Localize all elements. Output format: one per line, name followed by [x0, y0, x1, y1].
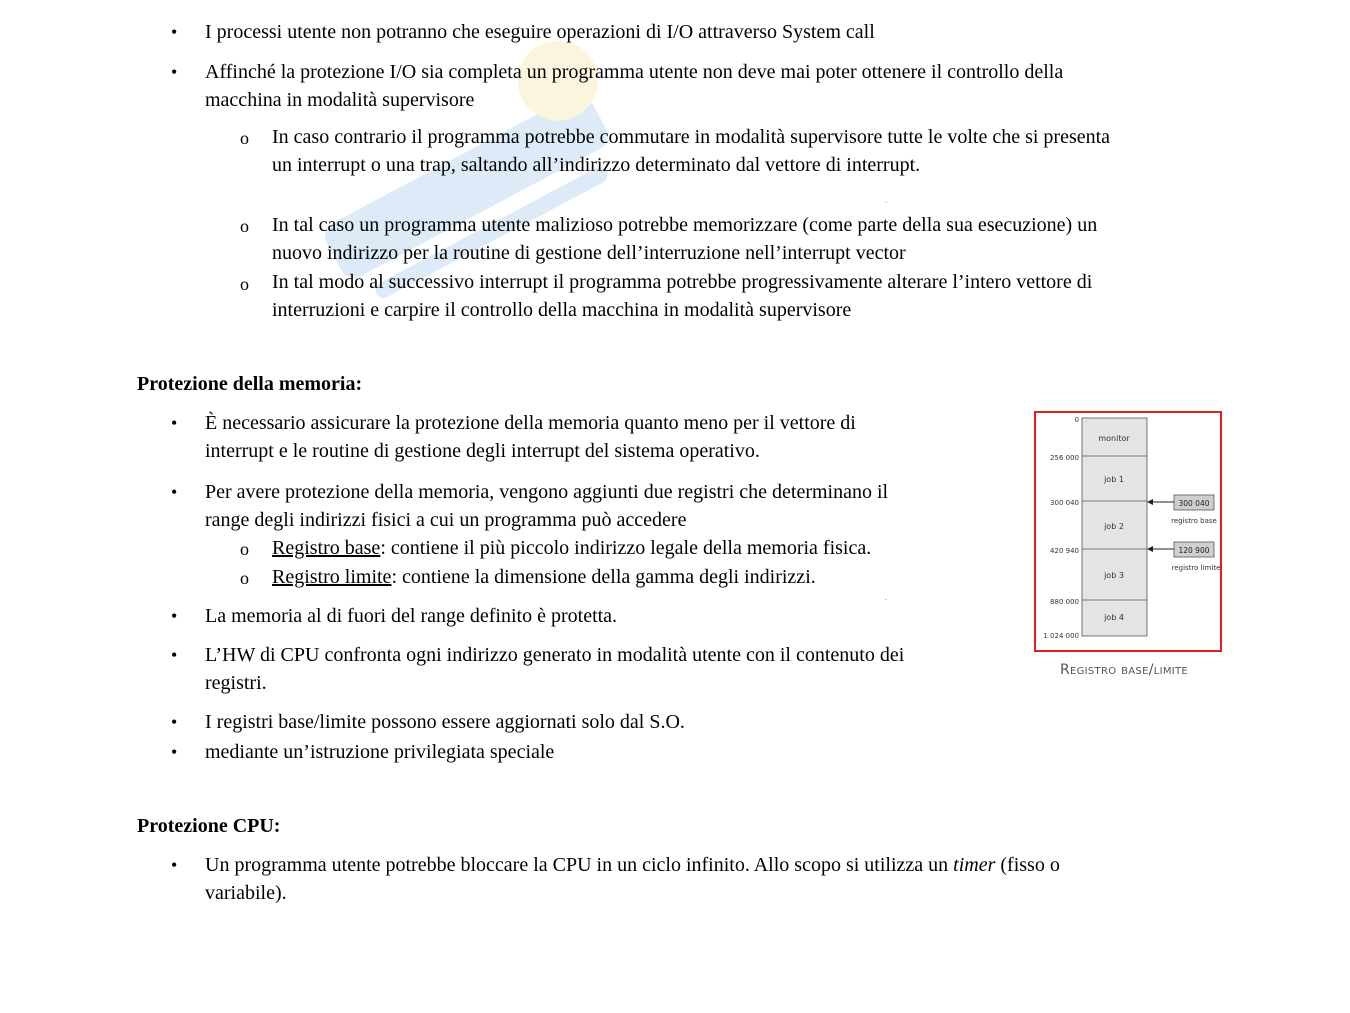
- io-sub-3-line2: interruzioni e carpire il controllo della macchina in modalità supervisore: [272, 299, 852, 321]
- address-label: 420 940: [1050, 547, 1079, 555]
- limit-arrowhead: [1147, 546, 1153, 552]
- io-sub-1-line1: In caso contrario il programma potrebbe commutare in modalità supervisore tutte le volte che si presenta: [272, 126, 1111, 148]
- io-sub-3-line1: In tal modo al successivo interrupt il programma potrebbe progressivamente alterare l’intero vettore di: [272, 271, 1093, 293]
- sub-bullet-marker: o: [240, 128, 249, 148]
- io-sub-2-line1: In tal caso un programma utente malizioso potrebbe memorizzare (come parte della sua esecuzione) un: [272, 214, 1098, 236]
- block-job-1: job 1: [1104, 475, 1124, 484]
- mem-bullet-2-line2: range degli indirizzi fisici a cui un programma può accedere: [205, 509, 687, 531]
- io-sub-2-line2: nuovo indirizzo per la routine di gestione dell’interruzione nell’interrupt vector: [272, 242, 906, 264]
- address-label: 300 040: [1050, 499, 1079, 507]
- stray-dot: .: [885, 196, 887, 205]
- figure-caption: Registro base/limite: [1059, 662, 1189, 678]
- reg-base-label: Registro base: [272, 537, 381, 559]
- address-label: 256 000: [1050, 454, 1079, 462]
- mem-bullet-4-line2: registri.: [205, 672, 267, 694]
- sub-bullet-marker: o: [240, 216, 249, 236]
- cpu-heading: Protezione CPU:: [137, 815, 281, 837]
- reg-base-text: : contiene il più piccolo indirizzo legale della memoria fisica.: [380, 537, 872, 559]
- block-job-4: job 4: [1104, 613, 1124, 622]
- io-sub-1-line2: un interrupt o una trap, saltando all’indirizzo determinato dal vettore di interrupt.: [272, 154, 921, 176]
- bullet-glyph: •: [171, 645, 178, 665]
- mem-bullet-1-line2: interrupt e le routine di gestione degli interrupt del sistema operativo.: [205, 440, 760, 462]
- mem-bullet-2-line1: Per avere protezione della memoria, vengono aggiunti due registri che determinano il: [205, 481, 889, 503]
- bullet-glyph: •: [171, 606, 178, 626]
- bullet-glyph: •: [171, 482, 178, 502]
- io-bullet-1: I processi utente non potranno che eseguire operazioni di I/O attraverso System call: [205, 21, 875, 43]
- base-limit-figure: [1034, 411, 1222, 652]
- address-label: 1 024 000: [1043, 632, 1079, 640]
- bullet-glyph: •: [171, 855, 178, 875]
- sub-bullet-marker: o: [240, 568, 249, 588]
- io-bullet-2-line1: Affinché la protezione I/O sia completa un programma utente non deve mai poter ottenere il controllo della: [205, 61, 1064, 83]
- io-bullet-2-line2: macchina in modalità supervisore: [205, 89, 475, 111]
- cpu-text-post: (fisso o: [995, 854, 1060, 876]
- cpu-text-pre: Un programma utente potrebbe bloccare la CPU in un ciclo infinito. Allo scopo si utilizza un: [205, 854, 954, 876]
- cpu-text-timer: timer: [953, 854, 996, 876]
- mem-bullet-1-line1: È necessario assicurare la protezione della memoria quanto meno per il vettore di: [205, 412, 856, 434]
- cpu-bullet-line1: [205, 851, 1060, 879]
- base-register-value: 300 040: [1178, 499, 1210, 508]
- bullet-glyph: •: [171, 62, 178, 82]
- limit-register-value: 120 900: [1178, 546, 1210, 555]
- mem-bullet-3: La memoria al di fuori del range definito è protetta.: [205, 605, 618, 627]
- memory-diagram: [1036, 413, 1220, 650]
- block-job-2: job 2: [1104, 522, 1124, 531]
- address-label: 0: [1074, 416, 1079, 424]
- cpu-bullet-line2: variabile).: [205, 882, 287, 904]
- mem-bullet-5: I registri base/limite possono essere aggiornati solo dal S.O.: [205, 711, 685, 733]
- limit-register-label: registro limite: [1171, 564, 1220, 572]
- sub-bullet-marker: o: [240, 539, 249, 559]
- mem-bullet-6: mediante un’istruzione privilegiata speciale: [205, 741, 555, 763]
- bullet-glyph: •: [171, 413, 178, 433]
- reg-limit-text: : contiene la dimensione della gamma degli indirizzi.: [391, 566, 816, 588]
- address-label: 880 000: [1050, 598, 1079, 606]
- base-register-label: registro base: [1171, 517, 1217, 525]
- bullet-glyph: •: [171, 22, 178, 42]
- mem-bullet-4-line1: L’HW di CPU confronta ogni indirizzo generato in modalità utente con il contenuto dei: [205, 644, 905, 666]
- reg-limit-line: [272, 563, 816, 591]
- sub-bullet-marker: o: [240, 274, 249, 294]
- base-arrowhead: [1147, 499, 1153, 505]
- bullet-glyph: •: [171, 742, 178, 762]
- block-monitor: monitor: [1098, 434, 1130, 443]
- block-job-3: job 3: [1104, 571, 1124, 580]
- reg-base-line: [272, 534, 871, 562]
- stray-dot: .: [885, 593, 887, 602]
- memory-heading: Protezione della memoria:: [137, 373, 363, 395]
- reg-limit-label: Registro limite: [272, 566, 392, 588]
- bullet-glyph: •: [171, 712, 178, 732]
